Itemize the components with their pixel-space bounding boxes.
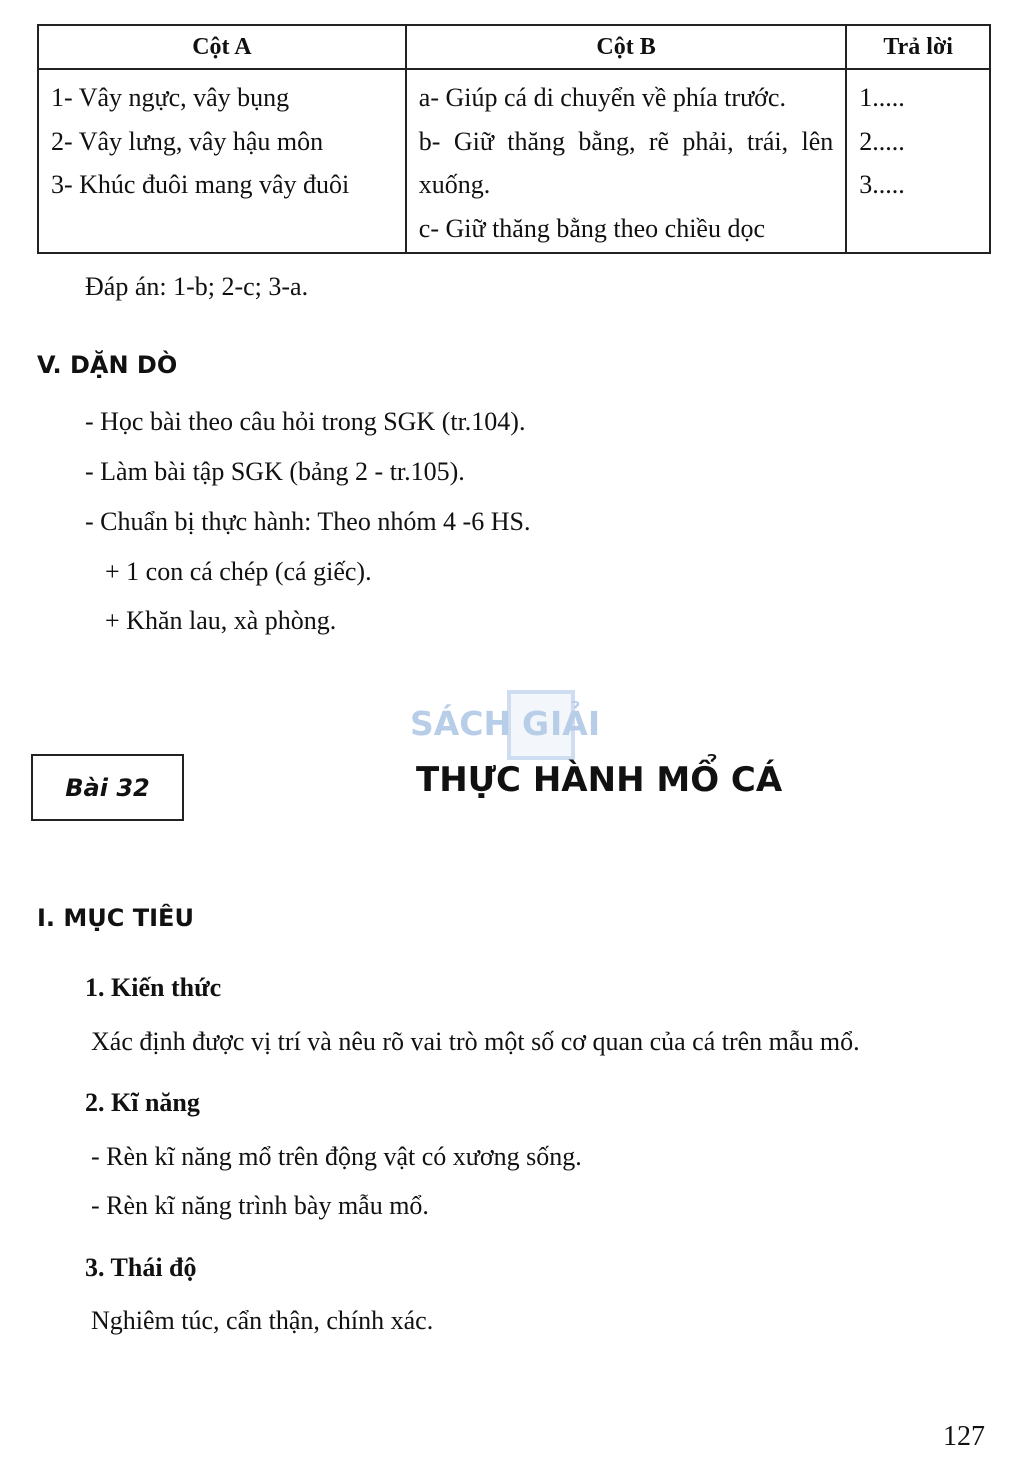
col-a-item: 3- Khúc đuôi mang vây đuôi xyxy=(51,170,350,199)
col-a-item: 2- Vây lưng, vây hậu môn xyxy=(51,126,324,156)
table-row xyxy=(38,69,990,253)
header-col-b: Cột B xyxy=(406,25,847,69)
attitude-text: Nghiêm túc, cẩn thận, chính xác. xyxy=(91,1306,434,1335)
section-i-heading: I. MỤC TIÊU xyxy=(37,904,194,932)
list-item: + 1 con cá chép (cá giếc). xyxy=(105,557,372,586)
col-b-item: c- Giữ thăng bằng theo chiều dọc xyxy=(418,213,765,243)
col-a-item: 1- Vây ngực, vây bụng xyxy=(51,83,290,112)
list-item: - Chuẩn bị thực hành: Theo nhóm 4 -6 HS. xyxy=(85,507,531,536)
knowledge-heading: 1. Kiến thức xyxy=(85,973,222,1002)
watermark-text-left: SÁCH xyxy=(410,704,512,743)
answer-cell xyxy=(846,69,990,253)
matching-table xyxy=(37,24,991,254)
table-header-row xyxy=(38,25,990,69)
col-a-cell xyxy=(38,69,406,253)
col-b-item: xuống. xyxy=(418,170,491,199)
list-item: - Làm bài tập SGK (bảng 2 - tr.105). xyxy=(85,457,465,486)
list-item: - Rèn kĩ năng trình bày mẫu mổ. xyxy=(91,1191,429,1220)
col-b-item: a- Giúp cá di chuyển về phía trước. xyxy=(418,83,786,112)
header-col-a: Cột A xyxy=(38,25,406,69)
watermark-text-right: IẢI xyxy=(550,704,601,743)
attitude-heading: 3. Thái độ xyxy=(85,1253,197,1282)
list-item: - Rèn kĩ năng mổ trên động vật có xương sống. xyxy=(91,1142,582,1171)
skills-heading: 2. Kĩ năng xyxy=(85,1088,200,1117)
lesson-number-box xyxy=(31,754,184,821)
watermark-logo xyxy=(410,690,620,760)
lesson-title: THỰC HÀNH MỔ CÁ xyxy=(416,760,783,800)
col-b-cell xyxy=(406,69,847,253)
answer-key: Đáp án: 1-b; 2-c; 3-a. xyxy=(85,272,309,301)
header-answer: Trả lời xyxy=(846,25,990,69)
list-item: + Khăn lau, xà phòng. xyxy=(105,606,337,635)
col-b-item: b- Giữ thăng bằng, rẽ phải, trái, lên xyxy=(418,126,834,156)
lesson-number: Bài 32 xyxy=(65,773,150,802)
answer-blank: 2..... xyxy=(859,126,905,156)
section-v-heading: V. DẶN DÒ xyxy=(37,351,178,379)
answer-blank: 3..... xyxy=(859,170,905,199)
watermark-text-box: G xyxy=(522,704,550,743)
page-number: 127 xyxy=(943,1421,985,1452)
knowledge-text: Xác định được vị trí và nêu rõ vai trò một số cơ quan của cá trên mẫu mổ. xyxy=(91,1027,860,1056)
answer-blank: 1..... xyxy=(859,83,905,112)
list-item: - Học bài theo câu hỏi trong SGK (tr.104). xyxy=(85,407,526,436)
